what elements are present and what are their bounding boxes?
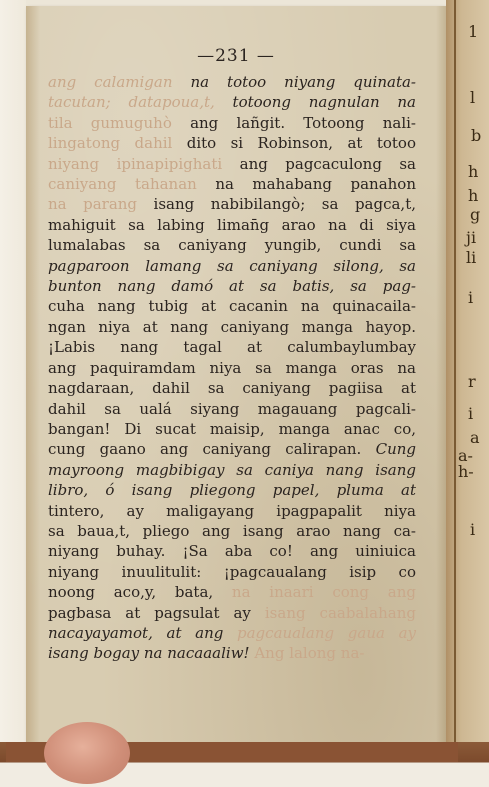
- text-line: [48, 256, 416, 276]
- edge-text-fragment: ji: [466, 228, 477, 247]
- edge-text-fragment: h: [468, 186, 479, 205]
- text-segment: ngan niya at nang caniyang manga hayop.: [48, 317, 416, 336]
- text-segment: niyang buhay. ¡Sa aba co! ang uiniuica: [48, 542, 416, 561]
- text-segment: dito si Robinson, at totoo: [172, 134, 416, 153]
- text-segment: niyang inuulitulit: ¡pagcaualang isip co: [48, 562, 416, 581]
- edge-text-fragment: i: [468, 288, 474, 307]
- text-line: [48, 317, 416, 337]
- text-segment: pagparoon lamang sa caniyang silong, sa: [48, 256, 416, 275]
- text-line: [48, 133, 416, 153]
- text-line: [48, 72, 416, 92]
- adjacent-page-edge: [446, 0, 489, 787]
- text-segment: cung gaano ang caniyang calirapan.: [48, 440, 376, 459]
- book-page: [26, 6, 446, 748]
- page-divider-line: [454, 0, 456, 787]
- edge-text-fragment: l: [470, 88, 476, 107]
- text-line: [48, 460, 416, 480]
- text-line: [48, 562, 416, 582]
- thumb: [44, 722, 130, 784]
- text-segment: na inaari cong ang: [231, 583, 416, 602]
- edge-text-fragment: r: [468, 372, 476, 391]
- text-line: [48, 501, 416, 521]
- text-line: [48, 154, 416, 174]
- edge-text-fragment: a-: [458, 446, 473, 465]
- text-segment: nagdaraan, dahil sa caniyang pagiisa at: [48, 379, 416, 398]
- left-margin-background: [0, 0, 26, 787]
- text-segment: Cung: [375, 440, 416, 459]
- text-segment: totoong nagnulan na: [214, 93, 416, 112]
- text-line: [48, 276, 416, 296]
- text-segment: ang paquiramdam niya sa manga oras na: [48, 358, 416, 377]
- text-segment: dahil sa ualá siyang magauang pagcali-: [48, 399, 416, 418]
- text-segment: isang nabibilangò; sa pagca,t,: [137, 195, 416, 214]
- text-segment: ang pagcaculong sa: [222, 154, 416, 173]
- text-segment: isang caabalahang: [264, 603, 416, 622]
- text-line: [48, 235, 416, 255]
- text-segment: caniyang tahanan: [48, 175, 197, 194]
- text-line: [48, 582, 416, 602]
- text-line: [48, 358, 416, 378]
- edge-text-fragment: b: [471, 126, 482, 145]
- text-line: [48, 521, 416, 541]
- text-line: [48, 603, 416, 623]
- text-segment: cuha nang tubig at cacanin na quinacaila-: [48, 297, 416, 316]
- text-segment: Ang lalong na-: [254, 644, 365, 663]
- text-line: [48, 378, 416, 398]
- text-segment: mahiguit sa labing liman̄g arao na di siya: [48, 215, 416, 234]
- edge-text-fragment: i: [470, 520, 476, 539]
- text-segment: na parang: [48, 195, 138, 214]
- text-segment: lumalabas sa caniyang yungib, cundi sa: [48, 236, 416, 255]
- text-segment: bunton nang damó at sa batis, sa pag-: [48, 277, 416, 296]
- text-line: [48, 399, 416, 419]
- edge-text-fragment: i: [468, 404, 474, 423]
- text-segment: na totoo niyang quinata-: [172, 73, 416, 91]
- text-segment: sa baua,t, pliego ang isang arao nang ca-: [48, 521, 416, 540]
- text-line: [48, 623, 416, 643]
- edge-text-fragment: h: [468, 162, 479, 181]
- text-segment: ¡Labis nang tagal at calumbaylumbay: [48, 338, 416, 357]
- text-segment: pagbasa at pagsulat ay: [48, 603, 265, 622]
- page-number: —231 —: [197, 46, 275, 66]
- text-segment: pagcaualang gaua ay: [237, 623, 417, 642]
- page-body-text: [48, 72, 416, 664]
- text-line: [48, 643, 416, 663]
- text-segment: ang lañgit. Totoong nali-: [171, 113, 416, 132]
- text-line: [48, 92, 416, 112]
- text-segment: tacutan; datapoua,t,: [48, 93, 215, 112]
- text-segment: libro, ó isang pliegong papel, pluma at: [48, 481, 416, 500]
- text-line: [48, 215, 416, 235]
- text-line: [48, 541, 416, 561]
- text-line: [48, 296, 416, 316]
- text-line: [48, 439, 416, 459]
- text-segment: nacayayamot, at ang: [48, 623, 238, 642]
- edge-text-fragment: h-: [458, 462, 474, 481]
- text-segment: noong aco,y, bata,: [48, 583, 232, 602]
- text-segment: ang calamigan: [48, 73, 173, 91]
- text-segment: isang bogay na nacaaaliw!: [48, 644, 255, 663]
- text-line: [48, 194, 416, 214]
- text-segment: tila gumuguhò: [48, 113, 172, 132]
- text-line: [48, 337, 416, 357]
- text-line: [48, 419, 416, 439]
- text-segment: lingatong dahil: [48, 134, 173, 153]
- text-segment: niyang ipinapipighati: [48, 154, 223, 173]
- text-line: [48, 480, 416, 500]
- text-line: [48, 113, 416, 133]
- text-segment: bangan! Di sucat maisip, manga anac co,: [48, 419, 416, 438]
- text-segment: mayroong magbibigay sa caniya nang isang: [48, 460, 416, 479]
- edge-text-fragment: g: [470, 205, 481, 224]
- text-line: [48, 174, 416, 194]
- edge-text-fragment: a: [470, 428, 480, 447]
- text-segment: na mahabang panahon: [196, 175, 416, 194]
- edge-text-fragment: 1: [468, 22, 479, 41]
- edge-text-fragment: li: [466, 248, 477, 267]
- text-segment: tintero, ay maligayang ipagpapalit niya: [48, 501, 416, 520]
